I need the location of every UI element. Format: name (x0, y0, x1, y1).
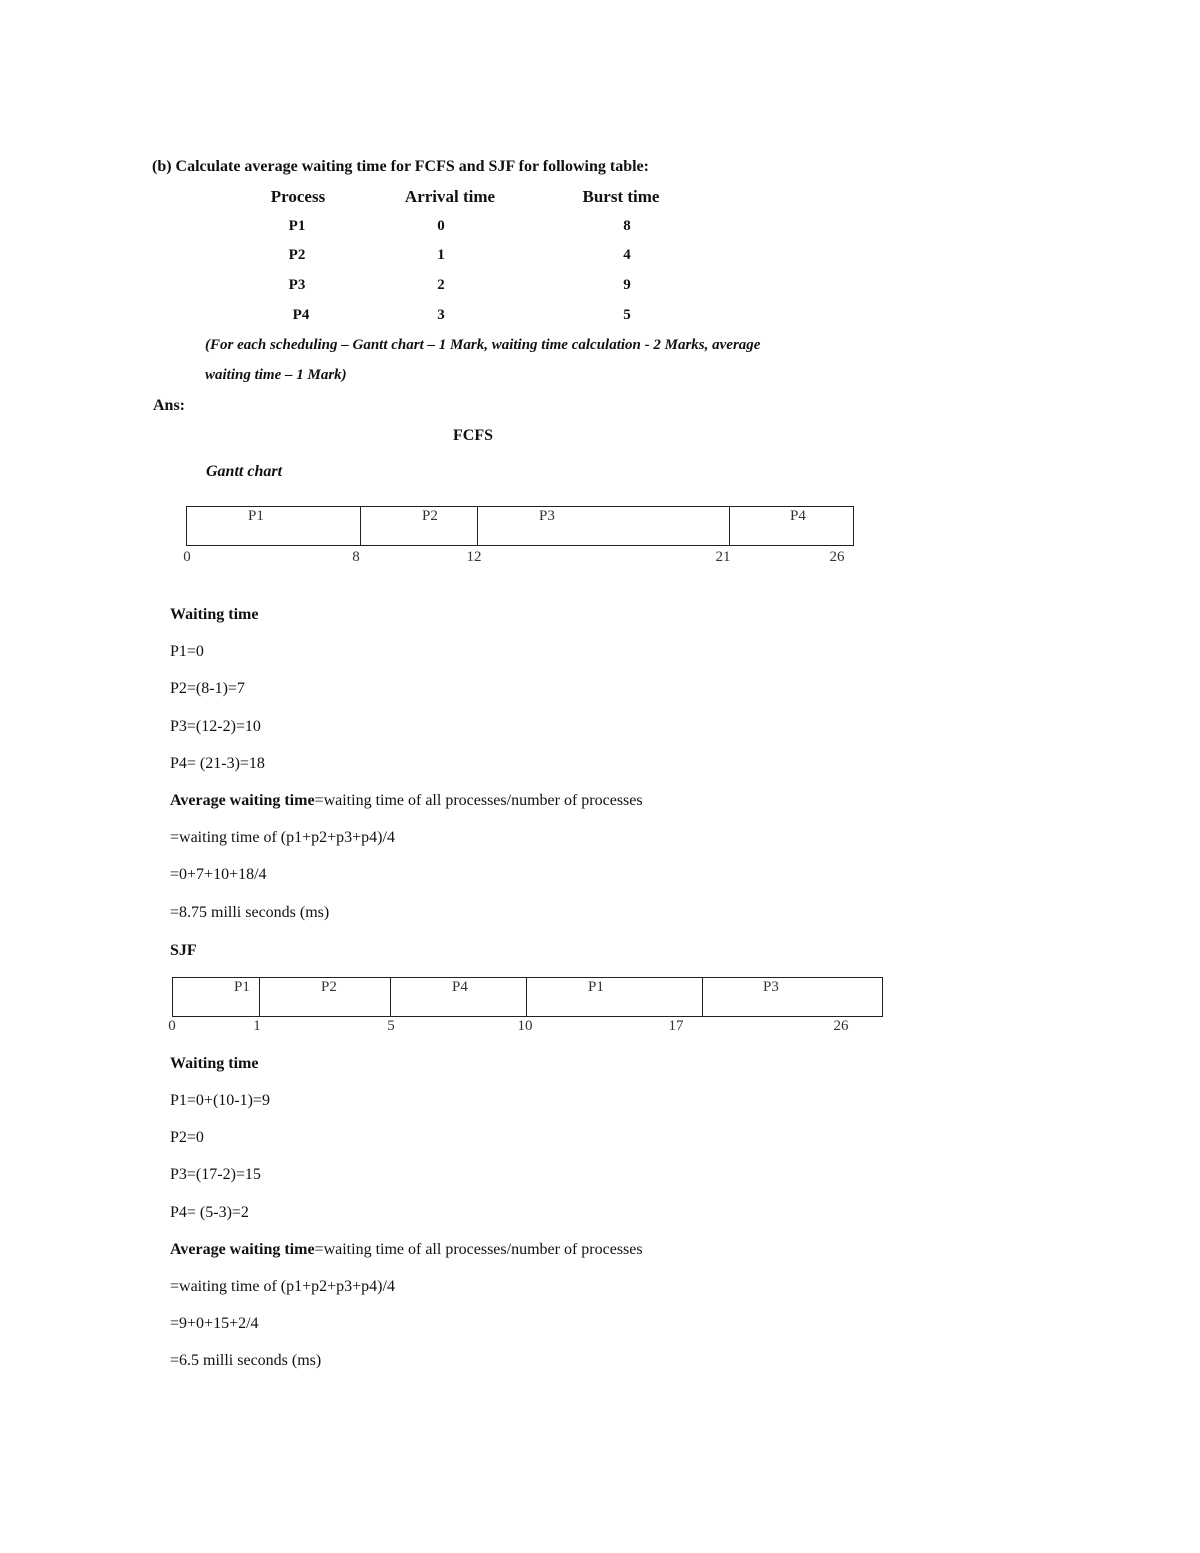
gantt-segment-label: P1 (234, 979, 250, 995)
gantt-segment-p4 (390, 978, 526, 1016)
average-formula-text: =waiting time of all processes/number of processes (314, 1241, 643, 1258)
sjf-heading: SJF (170, 942, 197, 959)
gantt-segment-p1 (187, 507, 360, 545)
sjf-waiting-p1: P1=0+(10-1)=9 (170, 1092, 270, 1109)
gantt-segment-p1 (526, 978, 702, 1016)
sjf-gantt-chart (172, 977, 883, 1017)
table-header: Process (270, 187, 326, 206)
table-cell: 4 (623, 247, 631, 263)
fcfs-average-step: =0+7+10+18/4 (170, 866, 267, 883)
gantt-segment-p3 (702, 978, 884, 1016)
gantt-segment-p3 (477, 507, 729, 545)
gantt-tick-label: 17 (668, 1018, 684, 1034)
answer-label: Ans: (153, 397, 186, 414)
gantt-segment-p4 (729, 507, 855, 545)
table-cell: 3 (437, 307, 445, 323)
sjf-waiting-p4: P4= (5-3)=2 (170, 1204, 249, 1221)
sjf-average-step: =9+0+15+2/4 (170, 1315, 259, 1332)
gantt-tick-label: 26 (829, 549, 845, 565)
table-header: Burst time (582, 187, 660, 206)
fcfs-waiting-p4: P4= (21-3)=18 (170, 755, 265, 772)
gantt-segment-label: P4 (452, 979, 468, 995)
gantt-segment-label: P2 (422, 508, 438, 524)
fcfs-average-formula (170, 792, 643, 810)
gantt-segment-label: P4 (790, 508, 806, 524)
table-header: Arrival time (404, 187, 496, 206)
gantt-segment-label: P3 (763, 979, 779, 995)
gantt-tick-label: 12 (466, 549, 482, 565)
sjf-average-result: =6.5 milli seconds (ms) (170, 1352, 322, 1369)
gantt-segment-p2 (360, 507, 477, 545)
average-label: Average waiting time (170, 1241, 315, 1258)
average-formula-text: =waiting time of all processes/number of processes (314, 792, 643, 809)
gantt-tick-label: 10 (517, 1018, 533, 1034)
fcfs-gantt-chart (186, 506, 854, 546)
fcfs-heading: FCFS (453, 427, 493, 444)
fcfs-average-step: =waiting time of (p1+p2+p3+p4)/4 (170, 829, 395, 846)
gantt-tick-label: 5 (387, 1018, 395, 1034)
table-cell: 2 (437, 277, 445, 293)
gantt-segment-label: P2 (321, 979, 337, 995)
gantt-tick-label: 21 (715, 549, 731, 565)
fcfs-waiting-p1: P1=0 (170, 643, 204, 660)
gantt-chart-label: Gantt chart (206, 463, 283, 480)
gantt-tick-label: 0 (168, 1018, 176, 1034)
average-label: Average waiting time (170, 792, 315, 809)
table-cell: 1 (437, 247, 445, 263)
fcfs-waiting-heading: Waiting time (170, 606, 259, 623)
gantt-tick-label: 0 (183, 549, 191, 565)
table-cell: P2 (288, 247, 306, 263)
table-cell: 5 (623, 307, 631, 323)
gantt-segment-p1 (173, 978, 259, 1016)
table-cell: 8 (623, 218, 631, 234)
table-cell: 9 (623, 277, 631, 293)
question-title: (b) Calculate average waiting time for FCFS and SJF for following table: (152, 158, 649, 175)
gantt-segment-label: P1 (588, 979, 604, 995)
marking-note-line2: waiting time – 1 Mark) (205, 367, 347, 383)
sjf-waiting-heading: Waiting time (170, 1055, 259, 1072)
gantt-segment-p2 (259, 978, 390, 1016)
gantt-tick-label: 26 (833, 1018, 849, 1034)
marking-note-line1: (For each scheduling – Gantt chart – 1 Mark, waiting time calculation - 2 Marks, average (205, 337, 761, 353)
fcfs-waiting-p3: P3=(12-2)=10 (170, 718, 261, 735)
sjf-average-formula (170, 1241, 643, 1259)
sjf-waiting-p3: P3=(17-2)=15 (170, 1166, 261, 1183)
table-cell: P4 (292, 307, 310, 323)
sjf-waiting-p2: P2=0 (170, 1129, 204, 1146)
table-cell: 0 (437, 218, 445, 234)
gantt-segment-label: P3 (539, 508, 555, 524)
sjf-average-step: =waiting time of (p1+p2+p3+p4)/4 (170, 1278, 395, 1295)
table-cell: P3 (288, 277, 306, 293)
table-cell: P1 (288, 218, 306, 234)
gantt-segment-label: P1 (248, 508, 264, 524)
fcfs-waiting-p2: P2=(8-1)=7 (170, 680, 245, 697)
gantt-tick-label: 1 (253, 1018, 261, 1034)
gantt-tick-label: 8 (352, 549, 360, 565)
fcfs-average-result: =8.75 milli seconds (ms) (170, 904, 330, 921)
